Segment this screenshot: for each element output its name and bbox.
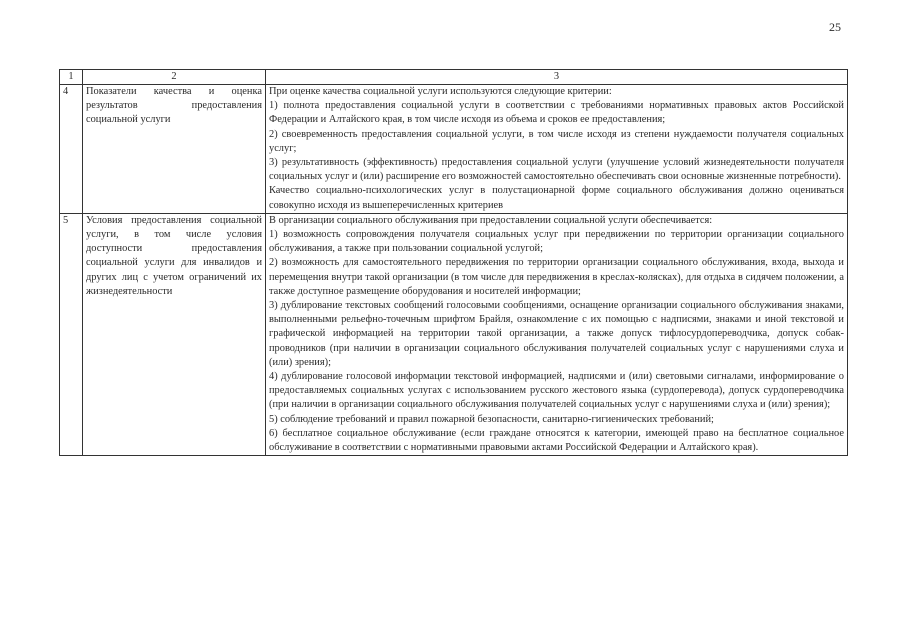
description-cell <box>266 85 848 214</box>
service-standard-table <box>59 69 848 456</box>
header-col-2: 2 <box>83 70 266 85</box>
paragraph: 3) дублирование текстовых сообщений голосовыми сообщениями, оснащение организации социального обслуживания знаками, выполненными рельефно-точечным шрифтом Брайля, ознакомление с их помощью с надписями, знаками и иной текстовой и графической информацией на территории такой организации, а также допуск тифлосурдопереводчика, допуск собак-проводников (при наличии в организации социального обслуживания получателей социальных услуг с нарушениями слуха и (или) зрения); <box>269 300 844 368</box>
paragraph: Качество социально-психологических услуг в полустационарной форме социального обслуживания должно оцениваться совокупно исходя из вышеперечисленных критериев <box>269 185 844 211</box>
paragraph: При оценке качества социальной услуги используются следующие критерии: <box>269 86 612 97</box>
indicator-cell: Условия предоставления социальной услуги, в том числе условия доступности предоставления социальной услуги для инвалидов и других лиц с учетом ограничений их жизнедеятельности <box>83 213 266 455</box>
table-header-row <box>60 70 848 85</box>
table-row <box>60 85 848 214</box>
header-col-3: 3 <box>266 70 848 85</box>
paragraph: 5) соблюдение требований и правил пожарной безопасности, санитарно-гигиенических требований; <box>269 413 714 425</box>
header-col-1: 1 <box>60 70 83 85</box>
indicator-cell: Показатели качества и оценка результатов предоставления социальной услуги <box>83 85 266 214</box>
paragraph: 2) возможность для самостоятельного передвижения по территории организации социального обслуживания, входа, выхода и перемещения внутри такой организации (в том числе для передвижения в креслах-колясках), для отдыха в сидячем положении, а также доступное размещение оборудования и носителей информации; <box>269 257 844 297</box>
paragraph: 4) дублирование голосовой информации текстовой информацией, надписями и (или) световыми сигналами, информирование о предоставляемых социальных услугах с использованием русского жестового языка (сурдоперевода), допуск сурдопереводчика (при наличии в организации социального обслуживания получателей социальных услуг с нарушениями слуха и (или) зрения); <box>269 371 844 411</box>
paragraph: 3) результативность (эффективность) предоставления социальной услуги (улучшение условий жизнедеятельности получателя социальных услуг и (или) расширение его возможностей самостоятельно обеспечивать свои основные жизненные потребности). <box>269 157 844 183</box>
paragraph: 1) возможность сопровождения получателя социальных услуг при передвижении по территории организации социального обслуживания, а также при пользовании социальной услугой; <box>269 229 844 255</box>
row-number: 4 <box>60 85 83 214</box>
paragraph: В организации социального обслуживания при предоставлении социальной услуги обеспечивается: <box>269 214 713 226</box>
page-number: 25 <box>829 20 841 34</box>
row-number: 5 <box>60 213 83 455</box>
description-cell <box>266 213 848 455</box>
paragraph: 2) своевременность предоставления социальной услуги, в том числе исходя из степени нуждаемости получателя социальных услуг; <box>269 128 844 154</box>
table-row <box>60 213 848 455</box>
paragraph: 6) бесплатное социальное обслуживание (если граждане относятся к категории, имеющей право на бесплатное социальное обслуживание в соответствии с нормативными правовыми актами Российской Федерации и Алтайского края). <box>269 427 844 454</box>
paragraph: 1) полнота предоставления социальной услуги в соответствии с требованиями нормативных правовых актов Российской Федерации и Алтайского края, в том числе исходя из объема и сроков ее предоставления; <box>269 100 844 126</box>
